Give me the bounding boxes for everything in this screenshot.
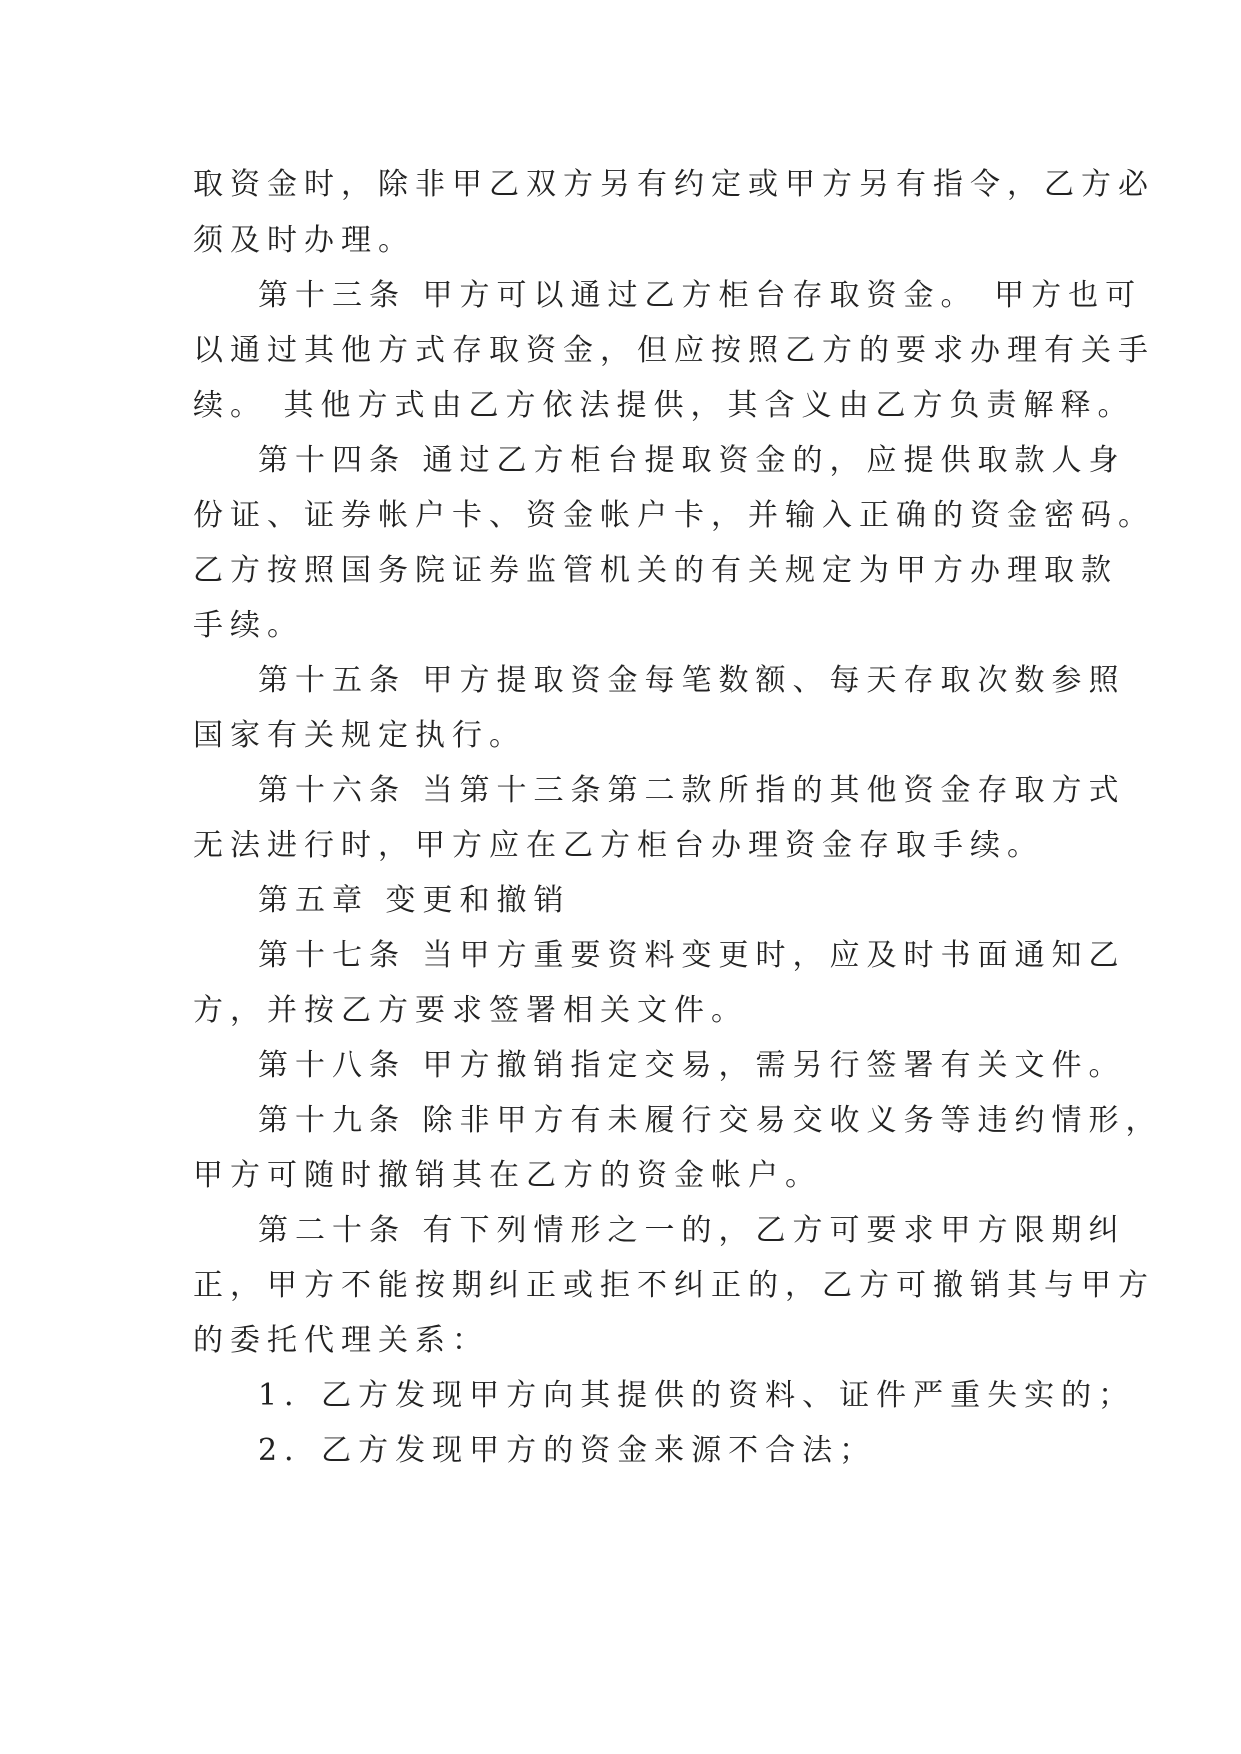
article-16-heading-line: 第十六条 当第十三条第二款所指的其他资金存取方式	[258, 773, 1126, 808]
text-line: 无法进行时，甲方应在乙方柜台办理资金存取手续。	[193, 828, 1044, 863]
article-19-heading-line: 第十九条 除非甲方有未履行交易交收义务等违约情形，	[258, 1103, 1163, 1138]
text-line: 甲方可随时撤销其在乙方的资金帐户。	[193, 1158, 822, 1193]
text-line: 份证、证券帐户卡、资金帐户卡，并输入正确的资金密码。	[193, 498, 1155, 533]
article-13-heading-line: 第十三条 甲方可以通过乙方柜台存取资金。 甲方也可	[258, 278, 1143, 313]
text-line: 乙方按照国务院证券监管机关的有关规定为甲方办理取款	[193, 553, 1118, 588]
list-item-2: 2．乙方发现甲方的资金来源不合法；	[258, 1433, 877, 1468]
article-14-heading-line: 第十四条 通过乙方柜台提取资金的，应提供取款人身	[258, 443, 1126, 478]
text-line: 续。 其他方式由乙方依法提供，其含义由乙方负责解释。	[193, 388, 1135, 423]
text-line: 取资金时，除非甲乙双方另有约定或甲方另有指令，乙方必	[193, 167, 1155, 202]
text-line: 正，甲方不能按期纠正或拒不纠正的，乙方可撤销其与甲方	[193, 1268, 1155, 1303]
chapter-5-heading: 第五章 变更和撤销	[258, 883, 571, 918]
list-item-1: 1．乙方发现甲方向其提供的资料、证件严重失实的；	[258, 1378, 1136, 1413]
article-20-heading-line: 第二十条 有下列情形之一的，乙方可要求甲方限期纠	[258, 1213, 1126, 1248]
text-line: 方，并按乙方要求签署相关文件。	[193, 993, 748, 1028]
article-17-heading-line: 第十七条 当甲方重要资料变更时，应及时书面通知乙	[258, 938, 1126, 973]
text-line: 手续。	[193, 608, 304, 643]
text-line: 以通过其他方式存取资金，但应按照乙方的要求办理有关手	[193, 333, 1155, 368]
article-18-heading-line: 第十八条 甲方撤销指定交易，需另行签署有关文件。	[258, 1048, 1126, 1083]
text-line: 国家有关规定执行。	[193, 718, 526, 753]
text-line: 须及时办理。	[193, 223, 415, 258]
text-line: 的委托代理关系：	[193, 1323, 489, 1358]
article-15-heading-line: 第十五条 甲方提取资金每笔数额、每天存取次数参照	[258, 663, 1126, 698]
